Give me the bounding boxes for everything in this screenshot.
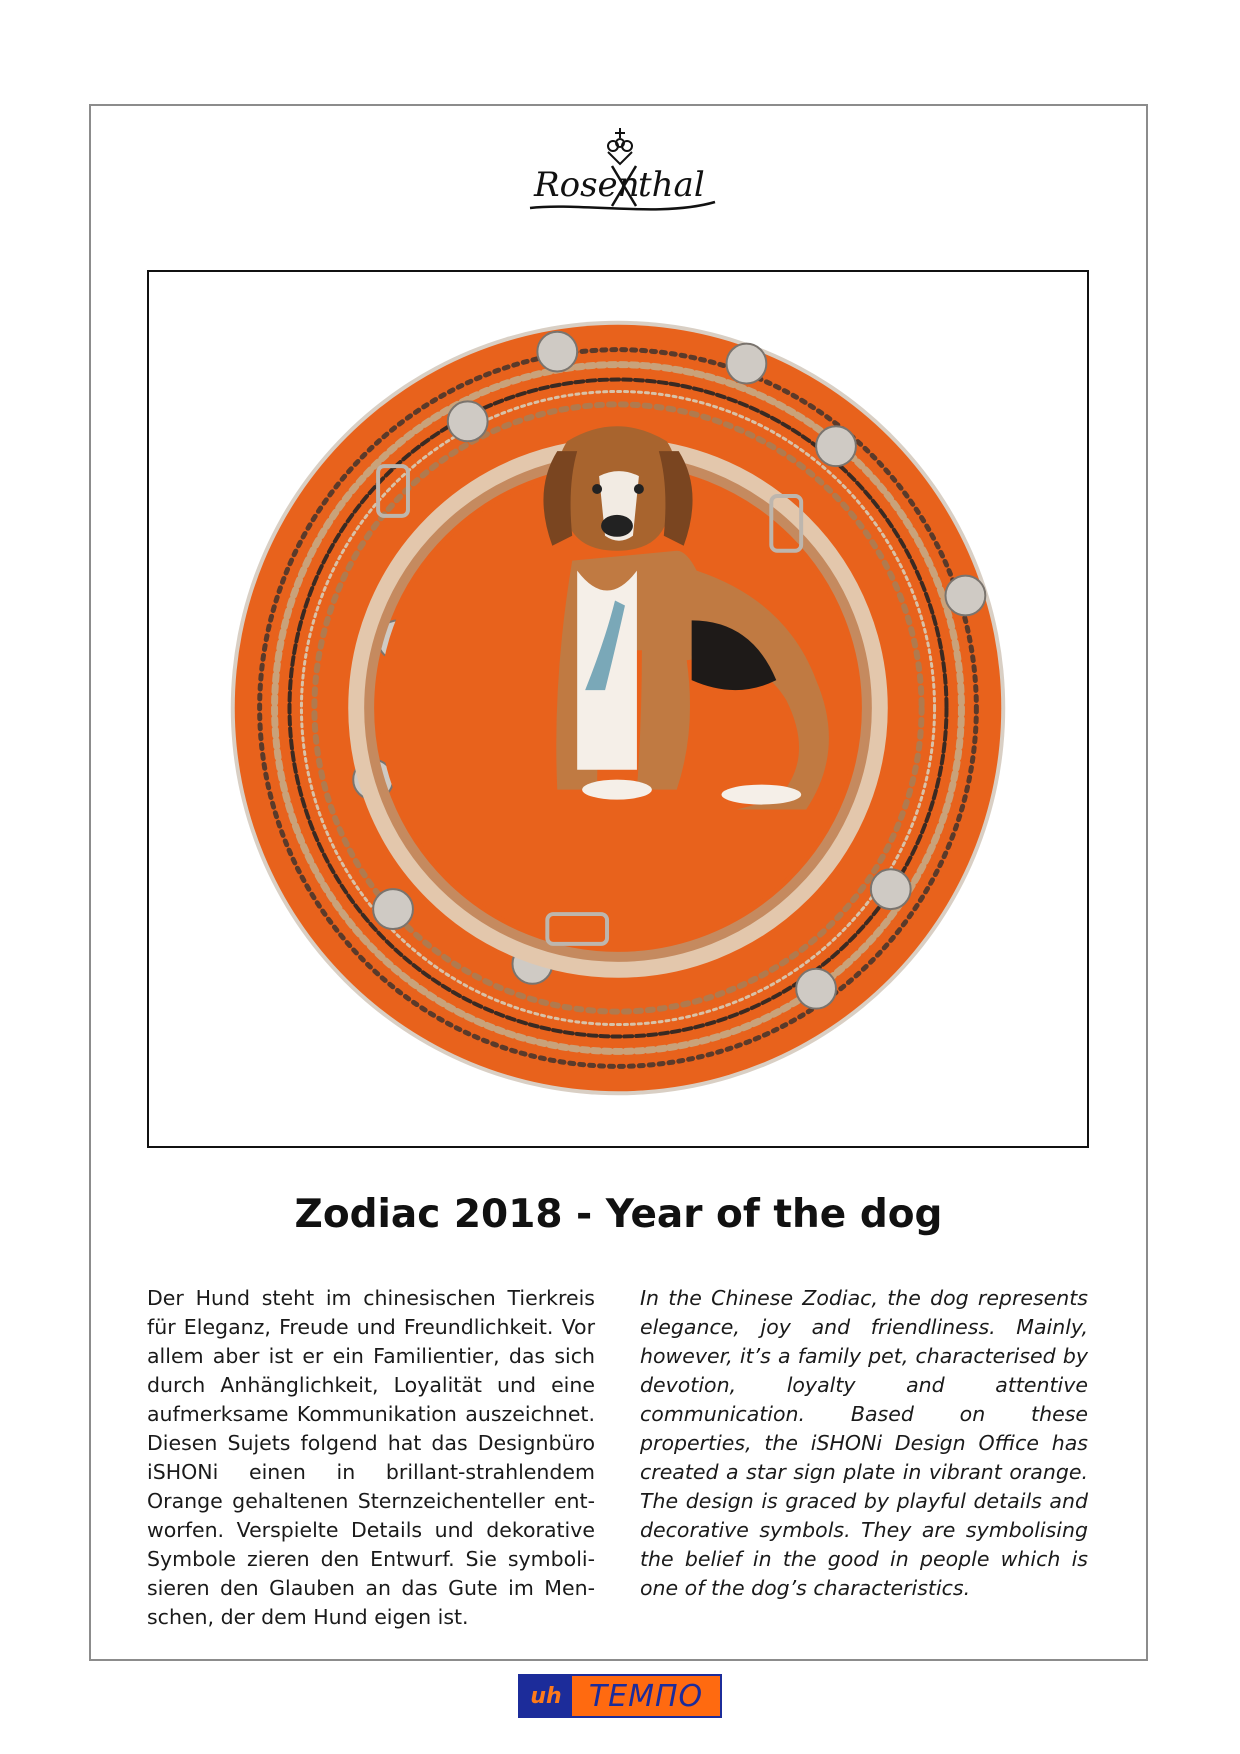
english-description: In the Chinese Zodiac, the dog represents elegance, joy and friendliness. Mainly, however, it’s a family pet, characterised by devotion, loyalty and attentive communication. Based on these properties, the iSHONi Design Office has created a star sign plate in vibrant orange. The design is graced by playful details and decorative symbols. They are symbolising the belief in the good in people which is one of the dog’s characteristics. (640, 1286, 1088, 1600)
page-title: Zodiac 2018 - Year of the dog (294, 1192, 943, 1237)
svg-text:Rosen: Rosen (534, 165, 640, 205)
rosenthal-logo-icon (500, 122, 740, 222)
rosenthal-logo (500, 122, 740, 222)
product-photo (147, 270, 1089, 1148)
tempo-prefix: uh (520, 1676, 572, 1716)
german-description: Der Hund steht im chinesischen Tierkreis für Eleganz, Freude und Freundlichkeit. Vor allem aber ist er ein Familientier, das sich durch Anhänglichkeit, Loyalität und eine aufmerksame Kommunikation auszeichnet. Diesen Sujets folgend hat das Designbüro iSHONi einen in brillant-strahlendem Orange gehaltenen Sternzeichenteller entworfen. Verspielte Details und dekorative Symbole zieren den Entwurf. Sie symbolisieren den Glauben an das Gute im Menschen, der dem Hund eigen ist. (147, 1286, 595, 1629)
svg-text:thal: thal (638, 165, 705, 205)
tempo-word: ТЕМПО (572, 1676, 720, 1716)
zodiac-dog-plate-icon (149, 272, 1087, 1146)
tempo-logo (518, 1674, 722, 1718)
